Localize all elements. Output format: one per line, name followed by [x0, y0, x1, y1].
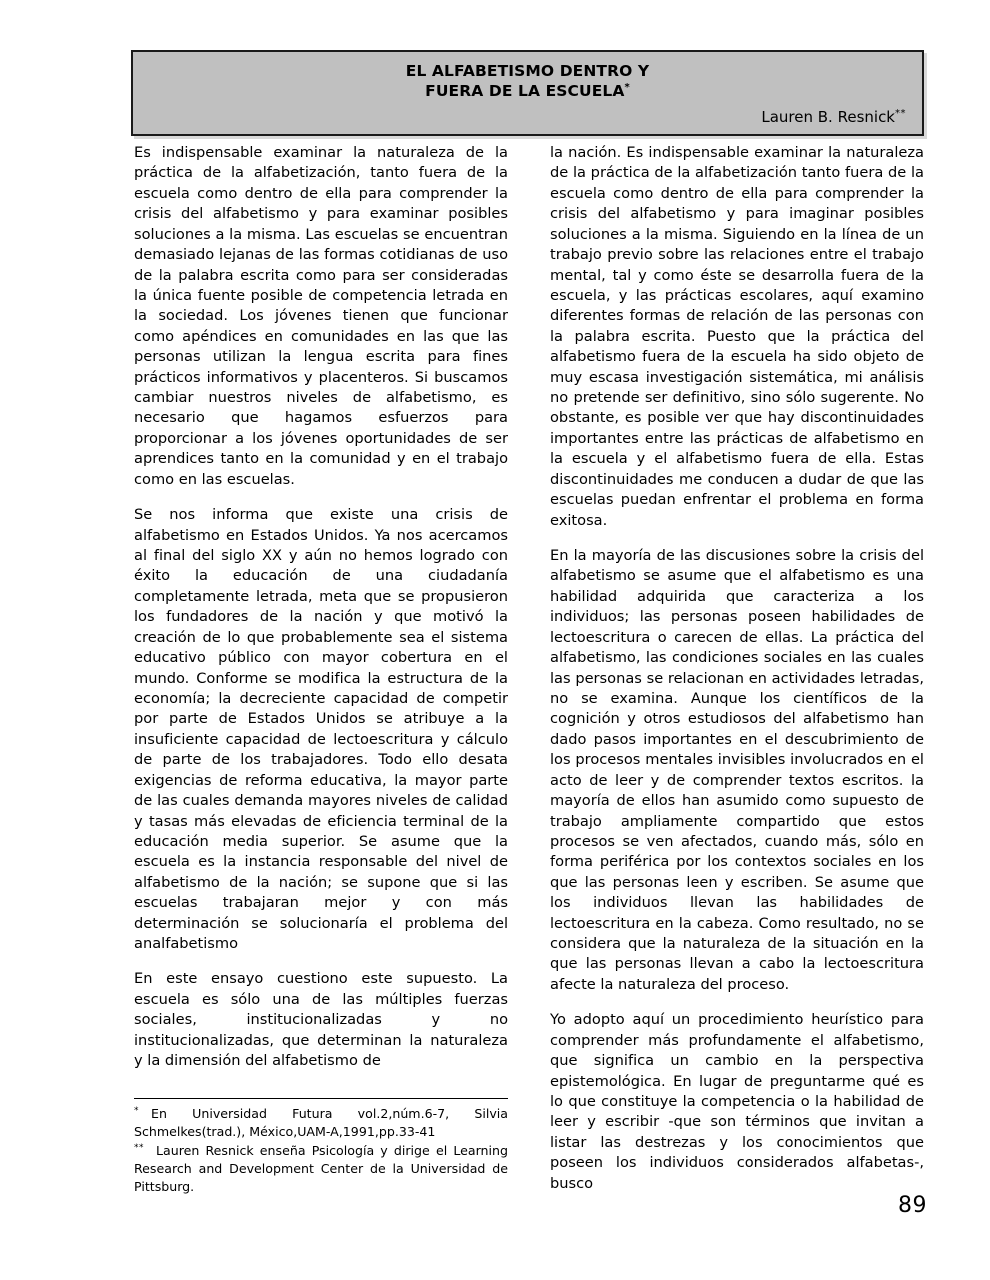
footnote-text: Lauren Resnick enseña Psicología y dirige el Learning Research and Development Center de la Universidad de Pittsburg. — [134, 1142, 508, 1194]
title-banner — [131, 50, 924, 136]
paragraph: Yo adopto aquí un procedimiento heurístico para comprender más profundamente el alfabetismo, que significa un cambio en la perspectiva epistemológica. En lugar de preguntarme qué es lo que constituye la competencia o la habilidad de leer y escribir -que son términos que invitan a listar las destrezas y los conocimientos que poseen los individuos considerados alfabetas-, busco — [550, 1011, 924, 1192]
right-column — [550, 143, 924, 1194]
footnote-separator-rule — [134, 1098, 508, 1099]
author-footnote-marker: ** — [895, 107, 906, 119]
title-line-2: FUERA DE LA ESCUELA — [425, 81, 625, 100]
paragraph: En este ensayo cuestiono este supuesto. La escuela es sólo una de las múltiples fuerzas sociales, institucionalizadas y no institucionalizadas, que determinan la naturaleza y la dimensión del alfabetismo de — [134, 970, 508, 1070]
footnote-text: En Universidad Futura vol.2,núm.6-7, Silvia Schmelkes(trad.), México,UAM-A,1991,pp.33-41 — [134, 1106, 508, 1139]
page-title — [147, 62, 908, 102]
paragraph: En la mayoría de las discusiones sobre la crisis del alfabetismo se asume que el alfabetismo es una habilidad adquirida que caracteriza a los individuos; las personas poseen habilidades de lectoescritura o carecen de ellas. La práctica del alfabetismo, las condiciones sociales en las cuales las personas se relacionan en actividades letradas, no se examina. Aunque los científicos de la cognición y otros estudiosos del alfabetismo han dado pasos importantes en el descubrimiento de los procesos mentales invisibles involucrados en el acto de leer y de comprender textos escritos. la mayoría de ellos han asumido como supuesto de trabajo ampliamente compartido que estos procesos se ven afectados, cuando más, sólo en forma periférica por los contextos sociales en los que las personas leen y escriben. Se asume que los individuos llevan las habilidades de lectoescritura en la cabeza. Como resultado, no se considera que la naturaleza de la situación en la que las personas llevan a cabo la lectoescritura afecte la naturaleza del proceso. — [550, 547, 924, 993]
footnote-marker: ** — [134, 1142, 144, 1153]
body-columns — [134, 143, 924, 1233]
author-byline — [147, 108, 908, 126]
title-box — [131, 50, 924, 136]
paragraph: Es indispensable examinar la naturaleza de la práctica de la alfabetización, tanto fuera de la escuela como dentro de ella para comprender la crisis del alfabetismo y para examinar posibles soluciones a la misma. Las escuelas se encuentran demasiado lejanas de las formas cotidianas de uso de la palabra escrita como para ser consideradas la única fuente posible de competencia letrada en la sociedad. Los jóvenes tienen que funcionar como apéndices en comunidades en las que las personas utilizan la lengua escrita para fines prácticos informativos y placenteros. Si buscamos cambiar nuestros niveles de alfabetismo, es necesario que hagamos esfuerzos para proporcionar a los jóvenes oportunidades de ser aprendices tanto en la comunidad y en el trabajo como en las escuelas. — [134, 144, 508, 488]
title-line-1: EL ALFABETISMO DENTRO Y — [405, 62, 650, 80]
author-name: Lauren B. Resnick — [761, 107, 895, 126]
title-footnote-marker: * — [624, 81, 630, 93]
paragraph: Se nos informa que existe una crisis de alfabetismo en Estados Unidos. Ya nos acercamos al final del siglo XX y aún no hemos logrado con éxito la educación de una ciudadanía completamente letrada, meta que se propusieron los fundadores de la nación y que motivó la creación de lo que probablemente sea el sistema educativo público con mayor cobertura en el mundo. Conforme se modifica la estructura de la economía; la decreciente capacidad de competir por parte de Estados Unidos se atribuye a la insuficiente capacidad de lectoescritura y cálculo de parte de los trabajadores. Todo ello desata exigencias de reforma educativa, la mayor parte de las cuales demanda mayores niveles de calidad y tasas más elevadas de eficiencia terminal de la educación media superior. Se asume que la escuela es la instancia responsable del nivel de alfabetismo de la nación; se supone que si las escuelas trabajaran mejor y con más determinación se solucionaría el problema del analfabetismo — [134, 506, 508, 953]
paragraph: la nación. Es indispensable examinar la naturaleza de la práctica de la alfabetización tanto fuera de la escuela como dentro de ella para comprender la crisis del alfabetismo y para imaginar posibles soluciones a la misma. Siguiendo en la línea de un trabajo previo sobre las relaciones entre el trabajo mental, tal y como éste se desarrolla fuera de la escuela, y las prácticas escolares, aquí examino diferentes formas de relación de las personas con la palabra escrita. Puesto que la práctica del alfabetismo fuera de la escuela ha sido objeto de muy escasa investigación sistemática, mi análisis no pretende ser definitivo, sino sólo sugerente. No obstante, es posible ver que hay discontinuidades importantes entre las prácticas de alfabetismo en la escuela y el alfabetismo fuera de ella. Estas discontinuidades me conducen a dudar de que las escuelas puedan enfrentar el problema en forma exitosa. — [550, 144, 924, 529]
footnote-item — [134, 1105, 508, 1141]
page-number: 89 — [898, 1193, 927, 1218]
footnote-block — [134, 1098, 508, 1196]
footnote-item — [134, 1142, 508, 1196]
left-column — [134, 143, 508, 1072]
footnote-marker: * — [134, 1105, 139, 1116]
